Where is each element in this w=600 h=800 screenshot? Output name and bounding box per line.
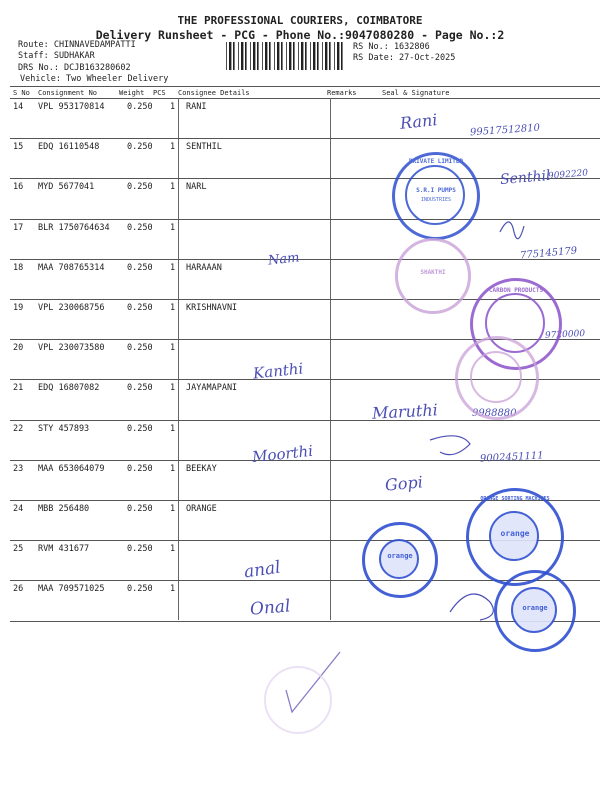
signature-kanthi: Kanthi <box>252 359 305 383</box>
signature-rani: Rani <box>399 110 439 133</box>
row-sno: 15 <box>13 142 24 153</box>
orange-seal-top: ORANGE SORTING MACHINES orange <box>466 488 564 586</box>
row-weight: 0.250 <box>127 504 153 514</box>
orange-seal-bottom: orange <box>494 570 576 652</box>
row-sno: 14 <box>13 102 24 112</box>
row-weight: 0.250 <box>127 544 153 555</box>
row-weight: 0.250 <box>127 423 153 434</box>
signature-maruthi: Maruthi <box>371 400 439 423</box>
row-consignment-no: VPL 230068756 <box>38 303 105 313</box>
row-consignment-no: BLR 1750764634 <box>38 222 110 233</box>
signature-row17-phone: 775145179 <box>519 245 578 262</box>
signature-maruthi-phone: 9988880 <box>472 408 517 419</box>
row-sno: 20 <box>13 343 24 354</box>
row-pcs: 1 <box>170 544 176 555</box>
row-consignment-no: RVM 431677 <box>38 544 90 555</box>
row-weight: 0.250 <box>127 463 153 474</box>
row-consignee: BEEKAY <box>186 463 217 474</box>
row-weight: 0.250 <box>127 303 153 313</box>
row-weight: 0.250 <box>127 343 153 354</box>
row-consignee: ORANGE <box>186 504 217 514</box>
row-consignment-no: MYD 5677041 <box>38 182 95 193</box>
row-pcs: 1 <box>170 102 176 112</box>
row-sno: 18 <box>13 262 24 273</box>
row-sno: 24 <box>13 504 24 514</box>
row-consignment-no: STY 457893 <box>38 423 90 434</box>
faded-seal <box>455 336 539 420</box>
route-info: Route: CHINNAVEDAMPATTI <box>18 40 136 50</box>
rs-date: RS Date: 27-Oct-2025 <box>353 53 456 63</box>
row-pcs: 1 <box>170 504 176 514</box>
vehicle-info: Vehicle: Two Wheeler Delivery <box>20 74 169 84</box>
row-sno: 16 <box>13 182 24 193</box>
row-consignee: HARAAAN <box>186 262 222 273</box>
row-sno: 19 <box>13 303 24 313</box>
row-weight: 0.250 <box>127 142 153 153</box>
signature-moorthi: Moorthi <box>251 441 314 467</box>
row-sno: 25 <box>13 544 24 555</box>
row-weight: 0.250 <box>127 222 153 233</box>
col-remarks-header: Remarks <box>327 89 357 97</box>
signature-anal: anal <box>242 557 282 583</box>
row-pcs: 1 <box>170 222 176 233</box>
signature-moorthi-phone: 9002451111 <box>479 450 544 465</box>
signature-rani-phone: 99517512810 <box>469 122 541 139</box>
row-pcs: 1 <box>170 303 176 313</box>
row-weight: 0.250 <box>127 102 153 112</box>
carbon-products-seal: CARBON PRODUCTS <box>470 278 562 370</box>
shakthi-seal: SHAKTHI <box>395 238 471 314</box>
orange-seal-left: orange <box>362 522 438 598</box>
rs-number: RS No.: 1632806 <box>353 42 430 52</box>
row-sno: 23 <box>13 463 24 474</box>
row-consignment-no: MAA 653064079 <box>38 463 105 474</box>
row-consignment-no: VPL 230073580 <box>38 343 105 354</box>
row-pcs: 1 <box>170 463 176 474</box>
row-consignee: RANI <box>186 102 207 112</box>
row-consignment-no: EDQ 16807082 <box>38 383 100 394</box>
row-pcs: 1 <box>170 423 176 434</box>
row-sno: 21 <box>13 383 24 394</box>
row-pcs: 1 <box>170 142 176 153</box>
col-consignment-header: Consignment No <box>38 89 98 97</box>
row-consignment-no: MAA 708765314 <box>38 262 105 273</box>
row-consignee: KRISHNAVNI <box>186 303 238 313</box>
col-consignee-header: Consignee Details <box>178 89 250 97</box>
row-weight: 0.250 <box>127 182 153 193</box>
runsheet-title: Delivery Runsheet - PCG - Phone No.:9047080280 - Page No.:2 <box>95 28 505 42</box>
signature-gopi: Gopi <box>384 472 424 495</box>
col-pcs-header: PCS <box>153 89 166 97</box>
faint-seal-bottom <box>264 666 332 734</box>
signature-senthil-phone: 9092220 <box>547 168 589 182</box>
col-seal-header: Seal & Signature <box>382 89 450 97</box>
signature-narl: Nam <box>267 250 301 269</box>
company-title: THE PROFESSIONAL COURIERS, COIMBATORE <box>177 14 423 27</box>
row-pcs: 1 <box>170 182 176 193</box>
row-weight: 0.250 <box>127 584 153 595</box>
staff-info: Staff: SUDHAKAR <box>18 51 95 61</box>
row-sno: 22 <box>13 423 24 434</box>
row-consignment-no: MAA 709571025 <box>38 584 105 595</box>
row-pcs: 1 <box>170 383 176 394</box>
row-consignment-no: EDQ 16110548 <box>38 142 100 153</box>
company-seal-sri-pumps: PRIVATE LIMITED S.R.I PUMPS INDUSTRIES <box>392 152 480 240</box>
row-pcs: 1 <box>170 584 176 595</box>
row-weight: 0.250 <box>127 262 153 273</box>
col-sno-header: S No <box>13 89 30 97</box>
row-consignee: JAYAMAPANI <box>186 383 238 394</box>
row-consignee: SENTHIL <box>186 142 222 153</box>
row-pcs: 1 <box>170 343 176 354</box>
row-consignment-no: MBB 256480 <box>38 504 90 514</box>
signature-senthil: Senthil <box>499 167 552 189</box>
row-sno: 17 <box>13 222 24 233</box>
drs-number: DRS No.: DCJB163280602 <box>18 63 131 73</box>
row-sno: 26 <box>13 584 24 595</box>
signature-onal: Onal <box>249 596 292 620</box>
signature-krishnavni-phone: 9720000 <box>544 328 586 342</box>
row-consignment-no: VPL 953170814 <box>38 102 105 112</box>
row-weight: 0.250 <box>127 383 153 394</box>
row-pcs: 1 <box>170 262 176 273</box>
col-weight-header: Weight <box>119 89 145 97</box>
row-consignee: NARL <box>186 182 207 193</box>
